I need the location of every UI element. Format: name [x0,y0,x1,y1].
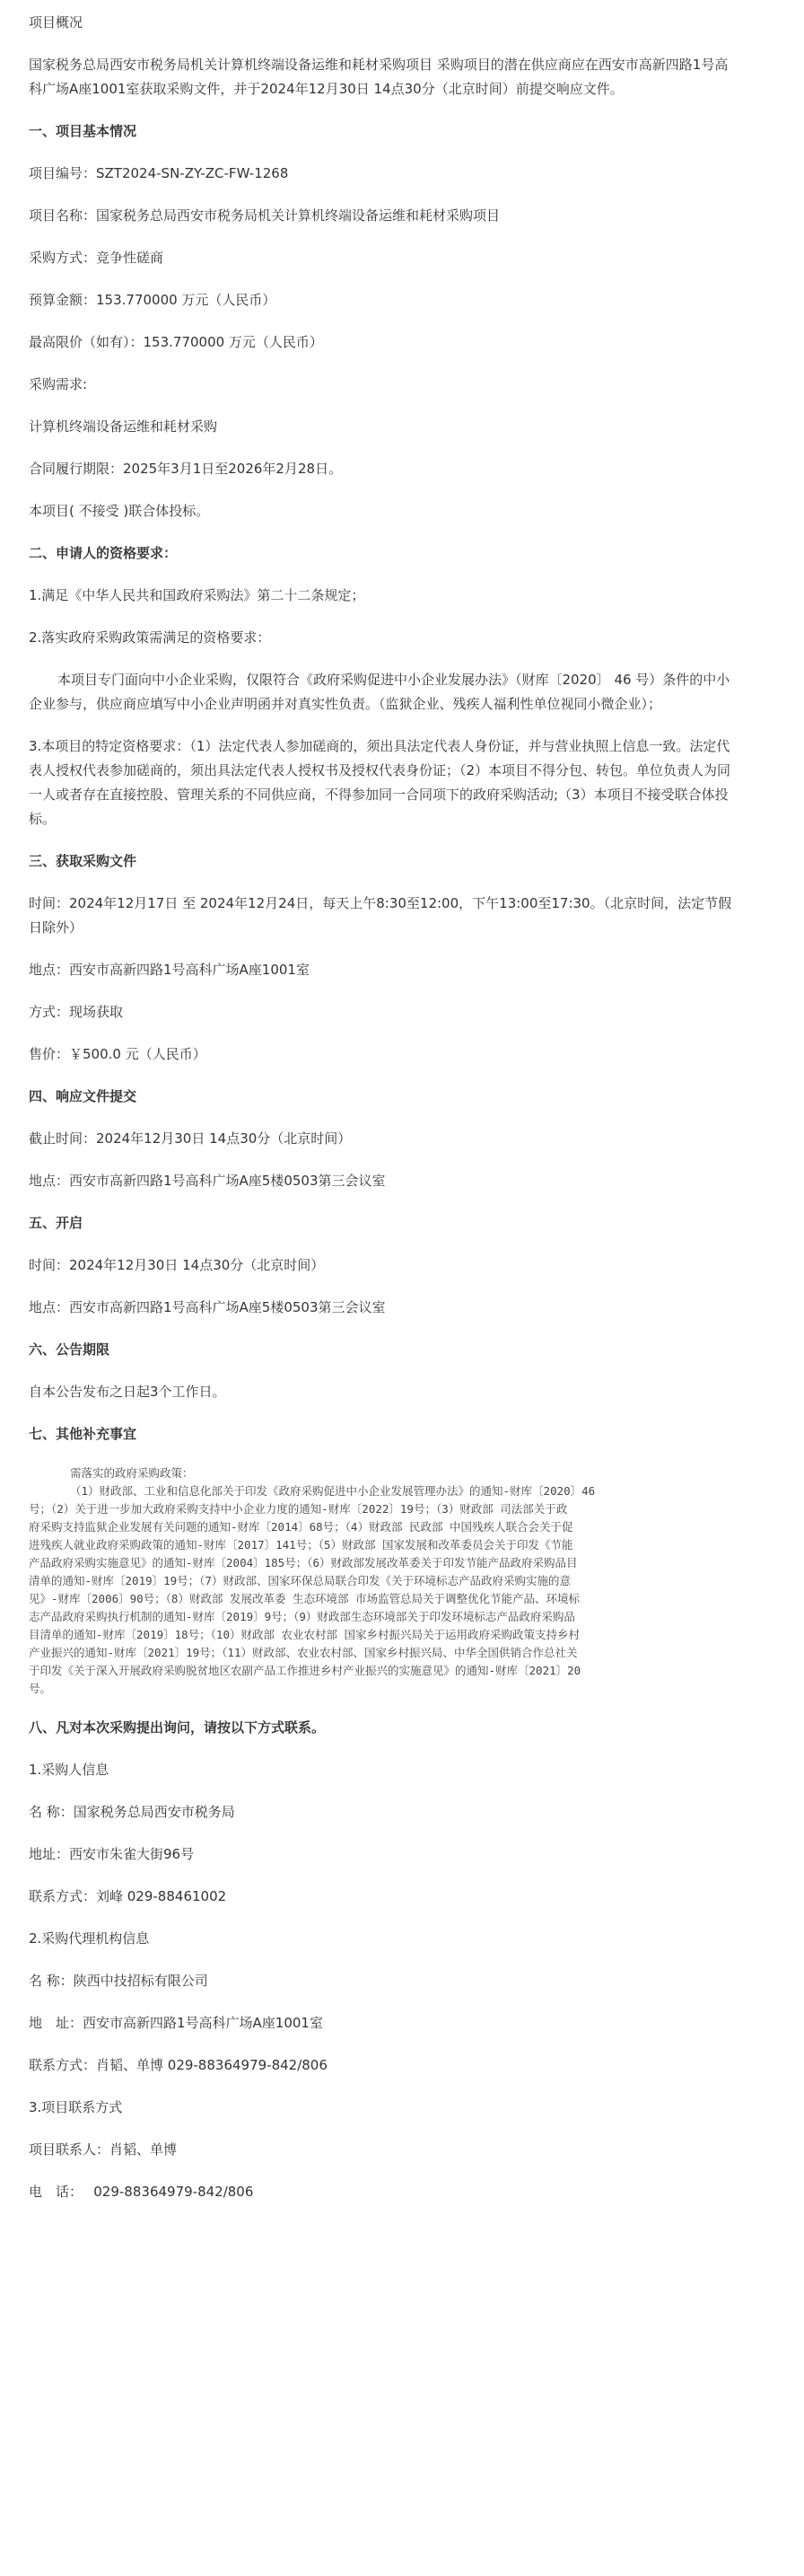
policy-line: 志产品政府采购执行机制的通知-财库〔2019〕9号；（9）财政部生态环境部关于印发环境标志产品政府采购品 [29,1610,575,1623]
buyer-name: 名 称：国家税务总局西安市税务局 [29,1804,235,1820]
policy-line: 见》-财库〔2006〕90号；（8）财政部 发展改革委 生态环境部 市场监管总局关于调整优化节能产品、环境标 [29,1592,581,1605]
agency-contact: 联系方式：肖韬、单博 029-88364979-842/806 [29,2057,328,2073]
submission-place: 地点：西安市高新四路1号高科广场A座5楼0503第三会议室 [29,1173,386,1189]
consortium-note: 本项目( 不接受 )联合体投标。 [29,503,210,519]
submission-deadline: 截止时间：2024年12月30日 14点30分（北京时间） [29,1130,352,1147]
agency-name: 名 称：陕西中技招标有限公司 [29,1973,208,1989]
policy-line: 号。 [29,1682,52,1695]
policy-line: 产品政府采购实施意见》的通知-财库〔2004〕185号；（6）财政部发展改革委关于印发节能产品政府采购品目 [29,1556,578,1569]
section-5-title: 五、开启 [29,1215,83,1231]
procurement-need-label: 采购需求: [29,376,88,392]
procurement-need-text: 计算机终端设备运维和耗材采购 [29,418,218,435]
project-contact-label: 3.项目联系方式 [29,2099,123,2115]
section-7-title: 七、其他补充事宜 [29,1426,137,1442]
project-contact-phone: 电 话： 029-88364979-842/806 [29,2184,254,2200]
buyer-info-label: 1.采购人信息 [29,1762,109,1778]
policy-line: 清单的通知-财库〔2019〕19号；（7）财政部、国家环保总局联合印发《关于环境标志产品政府采购实施的意 [29,1574,571,1587]
buyer-address: 地址：西安市朱雀大街96号 [29,1846,195,1862]
max-price: 最高限价（如有）：153.770000 万元（人民币） [29,334,323,350]
policy-line: （1）财政部、工业和信息化部关于印发《政府采购促进中小企业发展管理办法》的通知-财库〔2020〕46 [70,1484,596,1498]
policy-line: 进残疾人就业政府采购政策的通知-财库〔2017〕141号；（5）财政部 国家发展和改革委员会关于印发《节能 [29,1538,573,1552]
section-1-title: 一、项目基本情况 [29,123,137,139]
buyer-contact: 联系方式：刘峰 029-88461002 [29,1888,227,1904]
section-4-title: 四、响应文件提交 [29,1088,137,1104]
policy-line: 目清单的通知-财库〔2019〕18号；（10）财政部 农业农村部 国家乡村振兴局关于运用政府采购政策支持乡村 [29,1628,581,1641]
project-name: 项目名称：国家税务总局西安市税务局机关计算机终端设备运维和耗材采购项目 [29,207,501,224]
contract-period: 合同履行期限：2025年3月1日至2026年2月28日。 [29,461,343,477]
policy-line: 号；（2）关于进一步加大政府采购支持中小企业力度的通知-财库〔2022〕19号；（3）财政部 司法部关于政 [29,1502,568,1516]
announcement-period: 自本公告发布之日起3个工作日。 [29,1384,226,1400]
obtain-method: 方式：现场获取 [29,1004,124,1020]
budget-amount: 预算金额：153.770000 万元（人民币） [29,292,276,308]
project-number: 项目编号：SZT2024-SN-ZY-ZC-FW-1268 [29,165,289,181]
qualification-item-3: 3.本项目的特定资格要求：（1）法定代表人参加磋商的，须出具法定代表人身份证，并与营业执照上信息一致。法定代表人授权代表参加磋商的，须出具法定代表人授权书及授权代表身份证；（2）本项目不得分包、转包。单位负责人为同一人或者存在直接控股、管理关系的不同供应商，不得参加同一合同项下的政府采购活动;（3）本项目不接受联合体投标。 [29,738,731,827]
policy-line: 需落实的政府采购政策： [70,1466,194,1480]
section-2-title: 二、申请人的资格要求： [29,545,178,561]
project-contact-person: 项目联系人：肖韬、单博 [29,2141,178,2158]
overview-text: 国家税务总局西安市税务局机关计算机终端设备运维和耗材采购项目 采购项目的潜在供应商应在西安市高新四路1号高科广场A座1001室获取采购文件，并于2024年12月30日 14点30分（北京时间）前提交响应文件。 [29,57,729,97]
opening-time: 时间：2024年12月30日 14点30分（北京时间） [29,1257,325,1273]
policy-line: 产业振兴的通知-财库〔2021〕19号；（11）财政部、农业农村部、国家乡村振兴局、中华全国供销合作总社关 [29,1646,578,1659]
document-price: 售价：￥500.0 元（人民币） [29,1046,206,1062]
policy-list [29,1464,739,1698]
qualification-item-2-text: 本项目专门面向中小企业采购，仅限符合《政府采购促进中小企业发展办法》（财库〔2020〕 46 号）条件的中小企业参与，供应商应填写中小企业声明函并对真实性负责。（监狱企业、残疾人福利性单位视同小微企业）； [29,672,730,712]
agency-info-label: 2.采购代理机构信息 [29,1930,150,1947]
qualification-item-2: 2.落实政府采购政策需满足的资格要求： [29,629,271,646]
section-8-title: 八、凡对本次采购提出询问，请按以下方式联系。 [29,1719,326,1736]
obtain-time: 时间：2024年12月17日 至 2024年12月24日，每天上午8:30至12:00，下午13:00至17:30。（北京时间，法定节假日除外） [29,895,732,936]
section-3-title: 三、获取采购文件 [29,853,137,869]
overview-title: 项目概况 [29,14,83,31]
policy-line: 府采购支持监狱企业发展有关问题的通知-财库〔2014〕68号；（4）财政部 民政部 中国残疾人联合会关于促 [29,1520,573,1534]
agency-address: 地 址：西安市高新四路1号高科广场A座1001室 [29,2015,323,2031]
qualification-item-1: 1.满足《中华人民共和国政府采购法》第二十二条规定； [29,587,365,603]
policy-line: 于印发《关于深入开展政府采购脱贫地区农副产品工作推进乡村产业振兴的实施意见》的通知-财库〔2021〕20 [29,1664,581,1677]
section-6-title: 六、公告期限 [29,1341,110,1358]
procurement-method: 采购方式：竞争性磋商 [29,250,164,266]
opening-place: 地点：西安市高新四路1号高科广场A座5楼0503第三会议室 [29,1299,386,1315]
obtain-place: 地点：西安市高新四路1号高科广场A座1001室 [29,962,310,978]
